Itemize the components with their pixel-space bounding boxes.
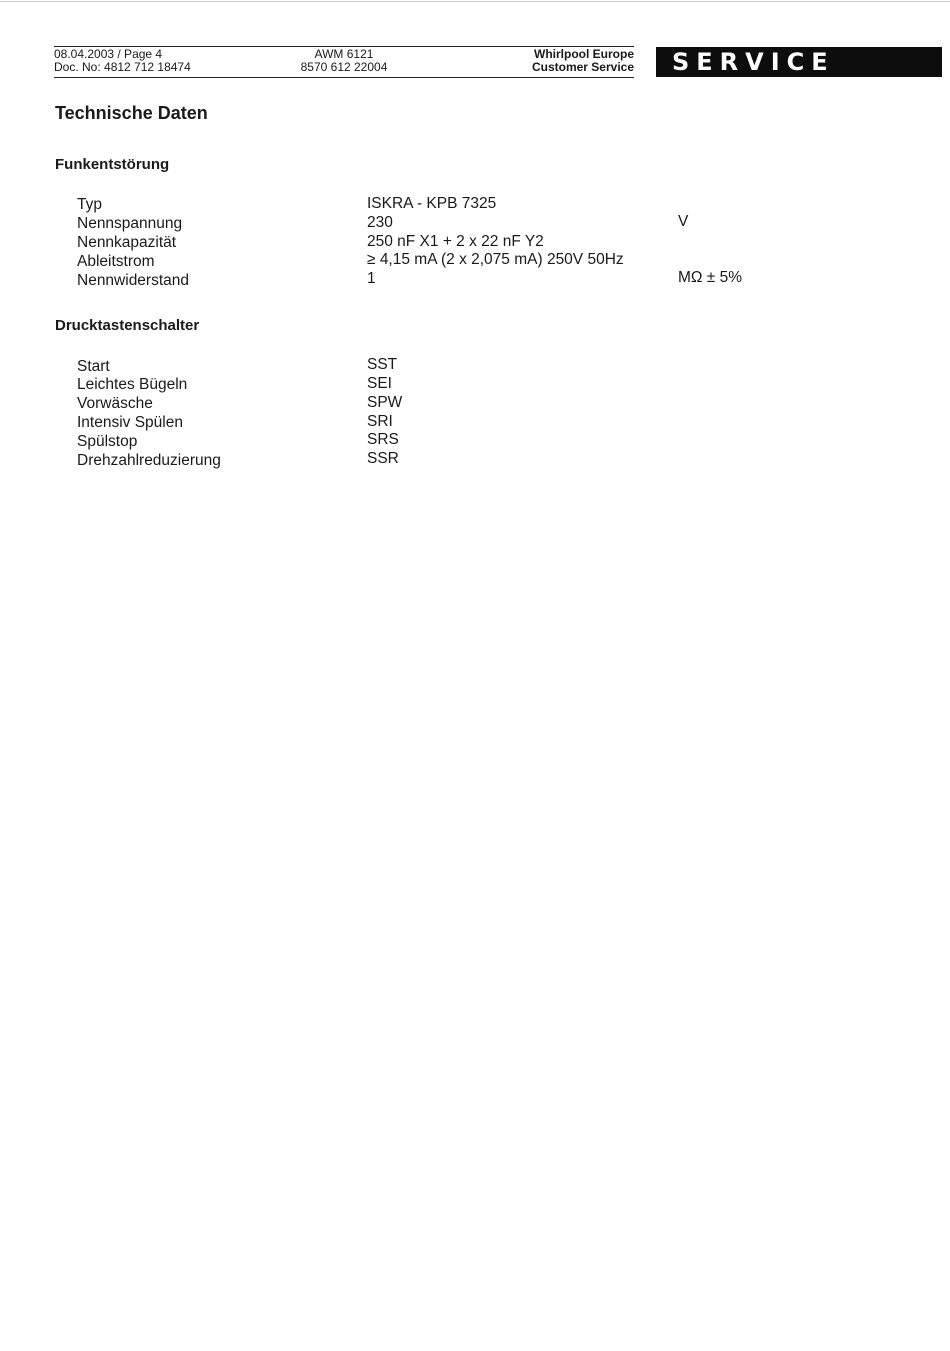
spec-unit: V [678,213,689,230]
switch-code: SSR [367,450,399,467]
switch-code: SPW [367,394,403,411]
spec-label: Nennspannung [77,215,183,232]
spec-label: Ableitstrom [77,253,155,270]
service-banner: SERVICE [656,47,942,77]
switch-label: Leichtes Bügeln [77,376,188,393]
spec-value: ≥ 4,15 mA (2 x 2,075 mA) 250V 50Hz [367,251,624,268]
spec-label: Nennkapazität [77,234,177,251]
section-heading-drucktastenschalter: Drucktastenschalter [55,317,200,334]
spec-value: 250 nF X1 + 2 x 22 nF Y2 [367,233,544,250]
switch-label: Vorwäsche [77,395,153,412]
switch-label: Drehzahlreduzierung [77,452,221,469]
section-heading-funkentstoerung: Funkentstörung [55,156,170,173]
top-rule [0,1,950,2]
model-name: AWM 6121 [314,47,374,61]
doc-number: Doc. No: 4812 712 18474 [54,60,191,74]
switch-label: Spülstop [77,433,138,450]
switch-code: SST [367,356,398,373]
spec-value: 1 [367,270,376,287]
switch-code: SRS [367,431,399,448]
date-page: 08.04.2003 / Page 4 [54,47,163,61]
model-code: 8570 612 22004 [300,60,388,74]
spec-label: Typ [77,196,102,213]
switch-label: Intensiv Spülen [77,414,183,431]
header-left [54,48,191,74]
document-header [54,46,634,78]
department-name: Customer Service [531,60,634,74]
switch-code: SRI [367,413,393,430]
header-model [299,48,389,74]
spec-value: 230 [367,214,393,231]
company-name: Whirlpool Europe [534,47,634,61]
spec-unit: MΩ ± 5% [678,269,743,286]
spec-value: ISKRA - KPB 7325 [367,195,497,212]
switch-code: SEI [367,375,392,392]
page-title: Technische Daten [55,103,208,123]
spec-label: Nennwiderstand [77,272,190,289]
header-company [532,48,634,74]
switch-label: Start [77,358,110,375]
